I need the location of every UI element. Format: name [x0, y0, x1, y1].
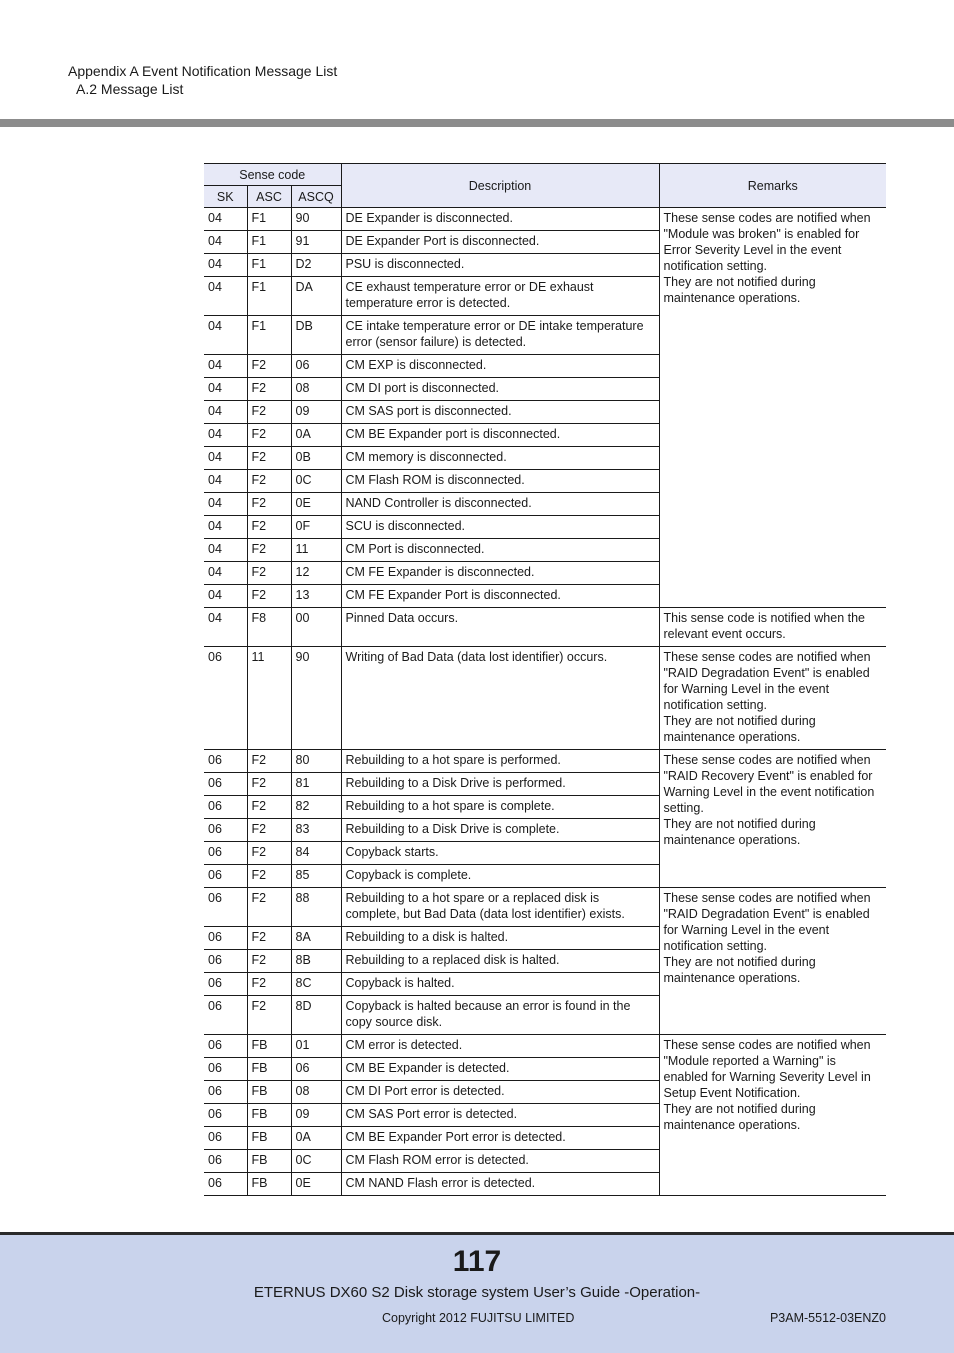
sense-key-cell: 06	[204, 819, 247, 842]
asc-cell: F8	[247, 608, 291, 647]
ascq-cell: 8A	[291, 927, 341, 950]
sense-key-cell: 04	[204, 277, 247, 316]
sense-key-cell: 06	[204, 796, 247, 819]
sense-key-cell: 04	[204, 208, 247, 231]
table-row	[204, 608, 886, 647]
description-cell: Rebuilding to a hot spare is performed.	[341, 750, 659, 773]
asc-cell: 11	[247, 647, 291, 750]
table-row	[204, 208, 886, 231]
description-cell: CM FE Expander Port is disconnected.	[341, 585, 659, 608]
asc-cell: F2	[247, 378, 291, 401]
sense-key-cell: 04	[204, 585, 247, 608]
asc-cell: F2	[247, 750, 291, 773]
description-cell: CM EXP is disconnected.	[341, 355, 659, 378]
description-cell: DE Expander Port is disconnected.	[341, 231, 659, 254]
sense-key-cell: 06	[204, 1173, 247, 1196]
description-cell: CM FE Expander is disconnected.	[341, 562, 659, 585]
sense-key-cell: 06	[204, 1035, 247, 1058]
description-cell: CM SAS Port error is detected.	[341, 1104, 659, 1127]
ascq-cell: D2	[291, 254, 341, 277]
sense-key-cell: 06	[204, 950, 247, 973]
description-cell: Rebuilding to a hot spare or a replaced disk is complete, but Bad Data (data lost identifier) exists.	[341, 888, 659, 927]
asc-cell: FB	[247, 1150, 291, 1173]
ascq-cell: 82	[291, 796, 341, 819]
description-cell: Copyback is complete.	[341, 865, 659, 888]
description-cell: CM BE Expander port is disconnected.	[341, 424, 659, 447]
sense-key-cell: 04	[204, 562, 247, 585]
sense-key-cell: 06	[204, 996, 247, 1035]
sense-key-cell: 06	[204, 888, 247, 927]
ascq-cell: 12	[291, 562, 341, 585]
ascq-cell: 81	[291, 773, 341, 796]
remarks-cell: This sense code is notified when the relevant event occurs.	[659, 608, 886, 647]
ascq-cell: 8B	[291, 950, 341, 973]
description-cell: NAND Controller is disconnected.	[341, 493, 659, 516]
message-table	[204, 163, 886, 1196]
asc-cell: F1	[247, 208, 291, 231]
ascq-cell: 90	[291, 647, 341, 750]
asc-cell: F2	[247, 950, 291, 973]
description-cell: CM Flash ROM error is detected.	[341, 1150, 659, 1173]
sense-key-cell: 04	[204, 608, 247, 647]
asc-header: ASC	[247, 186, 291, 208]
sense-key-cell: 04	[204, 516, 247, 539]
ascq-cell: 90	[291, 208, 341, 231]
ascq-cell: DB	[291, 316, 341, 355]
ascq-cell: 08	[291, 1081, 341, 1104]
message-table-body	[204, 208, 886, 1196]
asc-cell: F2	[247, 539, 291, 562]
ascq-cell: 08	[291, 378, 341, 401]
table-row	[204, 1035, 886, 1058]
asc-cell: F2	[247, 927, 291, 950]
description-cell: Rebuilding to a Disk Drive is performed.	[341, 773, 659, 796]
sense-key-cell: 06	[204, 973, 247, 996]
ascq-cell: 0C	[291, 470, 341, 493]
ascq-cell: 0B	[291, 447, 341, 470]
ascq-cell: 11	[291, 539, 341, 562]
asc-cell: FB	[247, 1104, 291, 1127]
sense-key-cell: 06	[204, 773, 247, 796]
asc-cell: FB	[247, 1081, 291, 1104]
description-cell: CE intake temperature error or DE intake temperature error (sensor failure) is detected.	[341, 316, 659, 355]
ascq-cell: 80	[291, 750, 341, 773]
sense-key-cell: 04	[204, 493, 247, 516]
ascq-cell: 83	[291, 819, 341, 842]
header-divider	[0, 119, 954, 127]
copyright-notice: Copyright 2012 FUJITSU LIMITED	[382, 1311, 575, 1325]
page-footer	[0, 1232, 954, 1353]
description-cell: SCU is disconnected.	[341, 516, 659, 539]
asc-cell: F2	[247, 516, 291, 539]
asc-cell: F2	[247, 493, 291, 516]
remarks-cell: These sense codes are notified when "Module reported a Warning" is enabled for Warning Severity Level in Setup Event Notification. They are not notified during maintenance operations.	[659, 1035, 886, 1196]
description-cell: Copyback starts.	[341, 842, 659, 865]
description-cell: CM memory is disconnected.	[341, 447, 659, 470]
description-cell: CM Port is disconnected.	[341, 539, 659, 562]
description-cell: CM error is detected.	[341, 1035, 659, 1058]
description-header: Description	[341, 164, 659, 208]
asc-cell: FB	[247, 1127, 291, 1150]
sense-code-header: Sense code	[204, 164, 341, 186]
ascq-cell: 91	[291, 231, 341, 254]
ascq-cell: 8D	[291, 996, 341, 1035]
ascq-cell: 00	[291, 608, 341, 647]
asc-cell: FB	[247, 1058, 291, 1081]
asc-cell: FB	[247, 1173, 291, 1196]
ascq-cell: 13	[291, 585, 341, 608]
sense-key-cell: 06	[204, 647, 247, 750]
asc-cell: F2	[247, 796, 291, 819]
asc-cell: F2	[247, 996, 291, 1035]
ascq-cell: 84	[291, 842, 341, 865]
sense-key-cell: 04	[204, 355, 247, 378]
sense-key-cell: 04	[204, 447, 247, 470]
ascq-header: ASCQ	[291, 186, 341, 208]
ascq-cell: 0E	[291, 493, 341, 516]
sense-key-cell: 04	[204, 316, 247, 355]
table-row	[204, 888, 886, 927]
asc-cell: FB	[247, 1035, 291, 1058]
sense-key-cell: 06	[204, 842, 247, 865]
asc-cell: F1	[247, 231, 291, 254]
sense-key-cell: 04	[204, 231, 247, 254]
ascq-cell: 0C	[291, 1150, 341, 1173]
description-cell: CM Flash ROM is disconnected.	[341, 470, 659, 493]
ascq-cell: 85	[291, 865, 341, 888]
description-cell: Rebuilding to a hot spare is complete.	[341, 796, 659, 819]
asc-cell: F1	[247, 316, 291, 355]
ascq-cell: 0F	[291, 516, 341, 539]
asc-cell: F2	[247, 842, 291, 865]
asc-cell: F2	[247, 865, 291, 888]
sense-key-cell: 04	[204, 424, 247, 447]
document-code: P3AM-5512-03ENZ0	[769, 1311, 886, 1325]
sense-key-cell: 04	[204, 539, 247, 562]
table-row	[204, 750, 886, 773]
sense-key-cell: 06	[204, 750, 247, 773]
description-cell: Writing of Bad Data (data lost identifier) occurs.	[341, 647, 659, 750]
description-cell: CM NAND Flash error is detected.	[341, 1173, 659, 1196]
description-cell: Pinned Data occurs.	[341, 608, 659, 647]
sense-key-cell: 04	[204, 254, 247, 277]
asc-cell: F2	[247, 819, 291, 842]
sense-key-cell: 06	[204, 1058, 247, 1081]
sense-key-cell: 06	[204, 927, 247, 950]
sense-key-cell: 06	[204, 1081, 247, 1104]
ascq-cell: 0A	[291, 1127, 341, 1150]
sense-key-cell: 06	[204, 1104, 247, 1127]
description-cell: Copyback is halted.	[341, 973, 659, 996]
remarks-cell: These sense codes are notified when "RAID Recovery Event" is enabled for Warning Level in the event notification setting. They are not notified during maintenance operations.	[659, 750, 886, 888]
sk-header: SK	[204, 186, 247, 208]
description-cell: Copyback is halted because an error is found in the copy source disk.	[341, 996, 659, 1035]
sense-key-cell: 06	[204, 1127, 247, 1150]
ascq-cell: 06	[291, 1058, 341, 1081]
remarks-header: Remarks	[659, 164, 886, 208]
asc-cell: F2	[247, 973, 291, 996]
sense-key-cell: 04	[204, 470, 247, 493]
description-cell: DE Expander is disconnected.	[341, 208, 659, 231]
description-cell: Rebuilding to a Disk Drive is complete.	[341, 819, 659, 842]
description-cell: Rebuilding to a disk is halted.	[341, 927, 659, 950]
remarks-cell: These sense codes are notified when "RAID Degradation Event" is enabled for Warning Level in the event notification setting. They are not notified during maintenance operations.	[659, 888, 886, 1035]
sense-key-cell: 06	[204, 1150, 247, 1173]
asc-cell: F2	[247, 562, 291, 585]
running-header-section: A.2 Message List	[76, 81, 184, 97]
table-row	[204, 647, 886, 750]
remarks-cell: These sense codes are notified when "Module was broken" is enabled for Error Severity Level in the event notification setting. They are not notified during maintenance operations.	[659, 208, 886, 608]
ascq-cell: DA	[291, 277, 341, 316]
asc-cell: F2	[247, 773, 291, 796]
ascq-cell: 01	[291, 1035, 341, 1058]
running-header-chapter: Appendix A Event Notification Message List	[68, 63, 338, 79]
asc-cell: F1	[247, 277, 291, 316]
description-cell: CE exhaust temperature error or DE exhaust temperature error is detected.	[341, 277, 659, 316]
asc-cell: F2	[247, 888, 291, 927]
asc-cell: F2	[247, 585, 291, 608]
remarks-cell: These sense codes are notified when "RAID Degradation Event" is enabled for Warning Level in the event notification setting. They are not notified during maintenance operations.	[659, 647, 886, 750]
description-cell: PSU is disconnected.	[341, 254, 659, 277]
ascq-cell: 09	[291, 401, 341, 424]
asc-cell: F2	[247, 355, 291, 378]
description-cell: CM DI port is disconnected.	[341, 378, 659, 401]
description-cell: Rebuilding to a replaced disk is halted.	[341, 950, 659, 973]
ascq-cell: 09	[291, 1104, 341, 1127]
asc-cell: F2	[247, 447, 291, 470]
ascq-cell: 0E	[291, 1173, 341, 1196]
asc-cell: F2	[247, 424, 291, 447]
ascq-cell: 0A	[291, 424, 341, 447]
document-title: ETERNUS DX60 S2 Disk storage system User’s Guide -Operation-	[253, 1284, 701, 1301]
asc-cell: F1	[247, 254, 291, 277]
sense-key-cell: 04	[204, 401, 247, 424]
description-cell: CM BE Expander is detected.	[341, 1058, 659, 1081]
description-cell: CM DI Port error is detected.	[341, 1081, 659, 1104]
description-cell: CM BE Expander Port error is detected.	[341, 1127, 659, 1150]
asc-cell: F2	[247, 470, 291, 493]
sense-key-cell: 06	[204, 865, 247, 888]
description-cell: CM SAS port is disconnected.	[341, 401, 659, 424]
ascq-cell: 06	[291, 355, 341, 378]
asc-cell: F2	[247, 401, 291, 424]
ascq-cell: 88	[291, 888, 341, 927]
ascq-cell: 8C	[291, 973, 341, 996]
page-number: 117	[452, 1245, 502, 1278]
sense-key-cell: 04	[204, 378, 247, 401]
